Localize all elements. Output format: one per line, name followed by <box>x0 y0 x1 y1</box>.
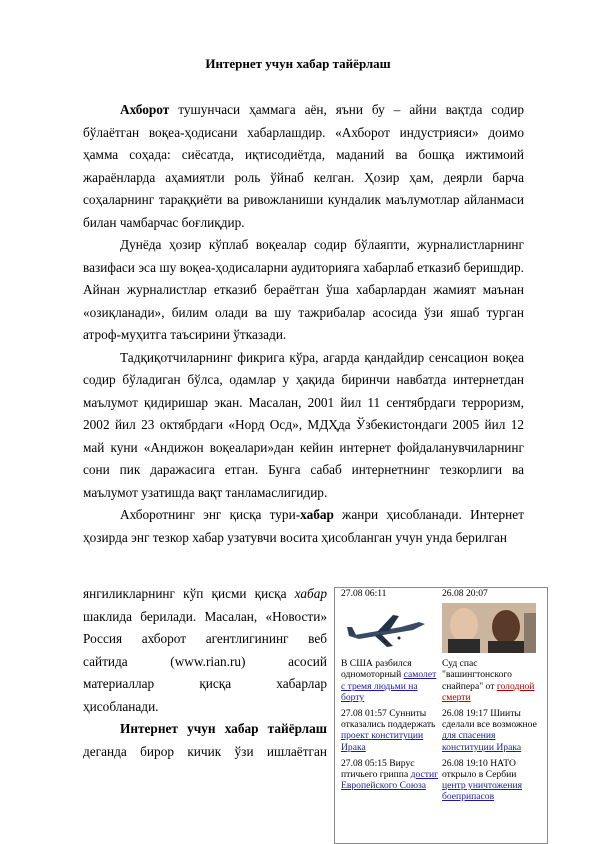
paragraph-1-text: тушунчаси ҳаммага аён, яъни бу – айни вақтда содир бўлаётган воқеа-ҳодисани хабарлашдир. «Ахборот индустрияси» доимо ҳамма соҳада: сиёсатда, иқтисодиётда, маданий ва бошқа ижтимоий жараёнларда аҳамиятли роль ўйнаб келган. Ҳозир ҳам, деярли барча соҳаларнинг тараққиёти ва ривожланиши кундалик маълумотлар айланмаси билан чамбарчас боғлиқдир. <box>83 102 524 230</box>
news-column-left <box>341 588 439 796</box>
people-icon <box>442 603 536 653</box>
news-date: 27.08 06:11 <box>341 588 387 599</box>
paragraph-5-bold: Интернет учун хабар тайёрлаш <box>120 721 327 736</box>
wrapped-text-column <box>83 583 327 763</box>
news-date: 26.08 19:10 <box>442 757 488 769</box>
paragraph-4 <box>83 504 524 549</box>
document-body <box>83 99 524 549</box>
document-title: Интернет учун хабар тайёрлаш <box>205 56 391 71</box>
paragraph-5-text: деганда бирор кичик ўзи ишлаётган <box>83 743 327 759</box>
news-date: 27.08 01:57 <box>341 708 387 720</box>
news-text: НАТО открыло в Сербии <box>442 757 517 781</box>
news-widget <box>334 587 548 844</box>
news-item <box>341 658 439 703</box>
news-link[interactable]: для спасения конституции Ирака <box>442 730 522 753</box>
news-link[interactable]: центр уничтожения боеприпасов <box>442 780 522 803</box>
news-text: Шииты сделали все возможное <box>442 708 537 731</box>
paragraph-4-text-b: жанри ҳисобланади. Интернет ҳозирда энг тезкор хабар узатувчи восита ҳисобланган учун унда берилган <box>83 507 524 545</box>
wrap-line-5: материаллар қисқа хабарлар <box>83 676 327 691</box>
news-item <box>341 708 439 753</box>
news-text: В США разбился одномоторный <box>341 658 412 681</box>
news-date: 27.08 05:15 <box>341 757 387 769</box>
news-link[interactable]: голодной смерти <box>442 680 535 703</box>
italic-term: хабар <box>294 586 327 601</box>
wrap-line-2: шаклида берилади. Масалан, «Новости» <box>83 608 327 624</box>
plane-photo[interactable] <box>341 603 435 653</box>
news-date: 26.08 20:07 <box>442 588 488 599</box>
paragraph-4-text-a: Ахборотнинг энг қисқа тури- <box>120 507 301 522</box>
wrap-line-6: ҳисобланади. <box>83 698 159 714</box>
news-item <box>341 758 439 792</box>
news-item <box>442 658 540 703</box>
paragraph-3: Тадқиқотчиларнинг фикрига кўра, агарда қандайдир сенсацион воқеа содир бўладиган бўлса, одамлар у ҳақида биринчи навбатда интернетдан маълумот қидиришар экан. Масалан, 2001 йил 11 сентябрдаги терроризм, 2002 йил 23 октябрдаги «Норд Осд», МДҲда Ўзбекистондаги 2005 йил 12 май куни «Андижон воқеалари»дан кейин интернет фойдаланувчиларнинг сони пик даражасига етган. Бунга сабаб интернетнинг тезкорлиги ва маълумот узатишда вақт танламаслигидир. <box>83 349 524 500</box>
news-link[interactable]: достиг Европейского Союза <box>341 769 439 792</box>
news-column-right <box>442 588 540 808</box>
paragraph-2: Дунёда ҳозир кўплаб воқеалар содир бўлаяпти, журналистларнинг вазифаси эса шу воқеа-ҳодисаларни аудиторияга хабарлаб етказиб беришдир. Айнан журналистлар етказиб бераётган ўша хабарлардан жамият маънан «озиқланади», билим олади ва шу тажрибалар асосида ўзи яшаб турган атроф-муҳитга таъсирини ўтказади. <box>83 237 524 342</box>
plane-icon <box>341 603 435 653</box>
news-text: Суд спас "вашингтонского снайпера" от <box>442 658 512 692</box>
people-photo[interactable] <box>442 603 536 653</box>
wrap-line-1-text: янгиликларнинг кўп қисми қисқа <box>83 586 295 601</box>
wrap-line-4: сайтида (www.rian.ru) асосий <box>83 653 327 669</box>
paragraph-5-heading <box>83 718 327 741</box>
paragraph-1 <box>83 99 524 234</box>
wrap-line-3: Россия ахборот агентлигининг веб <box>83 631 327 646</box>
wrap-line-1 <box>83 583 327 606</box>
news-link[interactable]: самолет с тремя людьми на борту <box>341 669 437 703</box>
genre-bold: хабар <box>300 507 334 522</box>
news-text: Сунниты отказались поддержать <box>341 708 436 731</box>
news-item <box>442 758 540 803</box>
news-link[interactable]: проект конституции Ирака <box>341 730 424 753</box>
news-item <box>442 708 540 753</box>
news-date: 26.08 19:17 <box>442 708 488 720</box>
term-bold: Ахборот <box>120 102 170 117</box>
news-text: Вирус птичьего гриппа <box>341 757 415 781</box>
